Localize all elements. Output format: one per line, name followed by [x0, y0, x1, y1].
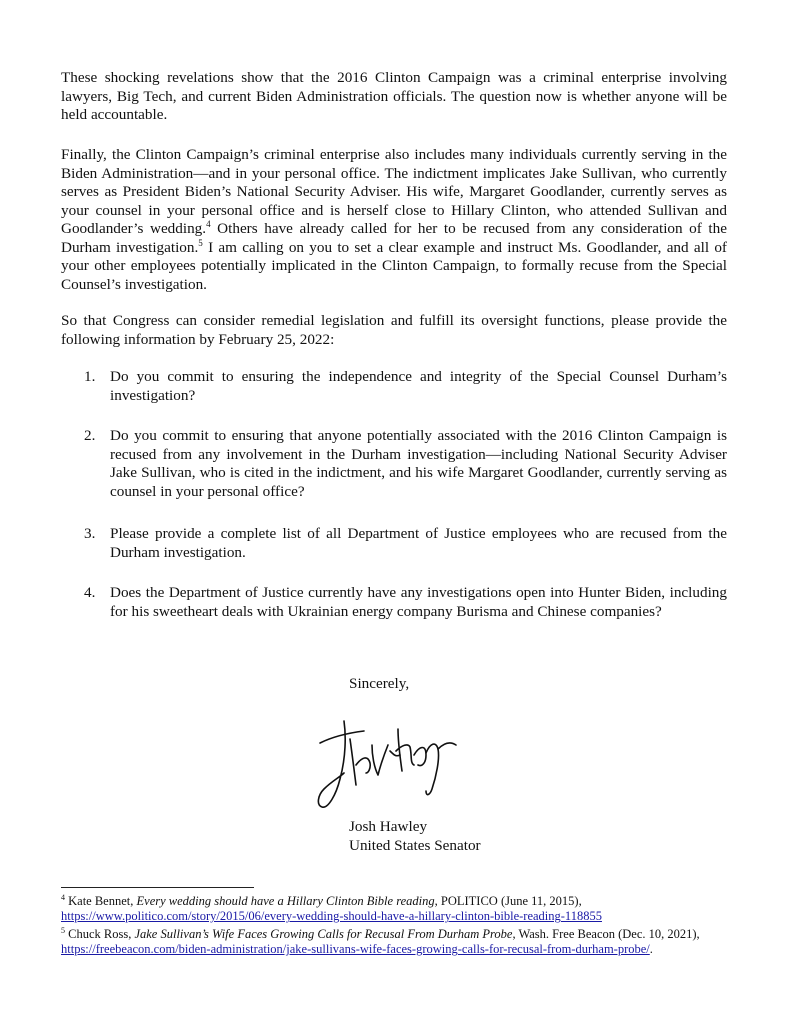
- list-number: 4.: [84, 584, 96, 601]
- list-number: 2.: [84, 427, 96, 444]
- footnote-5: [61, 927, 727, 958]
- footnote-divider: [61, 887, 254, 888]
- footnote-ref-5[interactable]: 5: [198, 237, 203, 248]
- signature-block: [349, 818, 481, 855]
- question-text: Do you commit to ensuring that anyone potentially associated with the 2016 Clinton Campaign is recused from any involvement in the Durham investigation—including National Security Adviser Jake Sullivan, who is cited in the indictment, and his wife Margaret Goodlander, currently serving as counsel in your personal office?: [110, 427, 727, 500]
- footnote-4: [61, 894, 727, 925]
- closing-salutation: Sincerely,: [349, 675, 410, 692]
- footnote-text: Chuck Ross,: [65, 927, 135, 941]
- footnote-mark: 4: [61, 892, 65, 902]
- list-number: 3.: [84, 525, 96, 542]
- handwritten-signature: [310, 715, 470, 815]
- question-text: Does the Department of Justice currently have any investigations open into Hunter Biden, including for his sweetheart deals with Ukrainian energy company Burisma and Chinese companies?: [110, 584, 727, 620]
- paragraph-accountability: These shocking revelations show that the 2016 Clinton Campaign was a criminal enterprise involving lawyers, Big Tech, and current Biden Administration officials. The question now is whether anyone will be held accountable.: [61, 69, 727, 123]
- paragraph-recusal-request: [61, 146, 727, 294]
- paragraph-text: I am calling on you to set a clear example and instruct Ms. Goodlander, and all of your other employees potentially implicated in the Clinton Campaign, to formally recuse from the Special Counsel’s investigation.: [61, 238, 727, 293]
- footnote-ref-4[interactable]: 4: [206, 218, 211, 229]
- footnote-link[interactable]: https://www.politico.com/story/2015/06/every-wedding-should-have-a-hillary-clinton-bible-reading-118855: [61, 909, 602, 924]
- paragraph-text: Others have already called for her to be recused from any consideration of the Durham investigation.: [61, 220, 727, 256]
- paragraph-text: Finally, the Clinton Campaign’s criminal enterprise also includes many individuals currently serving in the Biden Administration—and in your personal office. The indictment implicates Jake Sullivan, who currently serves as President Biden’s National Security Adviser. His wife, Margaret Goodlander, currently serves as your counsel in your personal office and is herself close to Hillary Clinton, who attended Sullivan and Goodlander’s wedding.: [61, 146, 727, 237]
- footnote-text: , Wash. Free Beacon (Dec. 10, 2021),: [512, 927, 700, 941]
- signer-name: Josh Hawley: [349, 818, 428, 835]
- footnote-article-title: Jake Sullivan’s Wife Faces Growing Calls for Recusal From Durham Probe: [134, 927, 513, 941]
- footnote-article-title: Every wedding should have a Hillary Clinton Bible reading: [136, 894, 435, 908]
- footnote-link[interactable]: https://freebeacon.com/biden-administration/jake-sullivans-wife-faces-growing-calls-for-recusal-from-durham-probe/: [61, 942, 650, 957]
- list-number: 1.: [84, 368, 96, 385]
- footnote-text: .: [649, 942, 653, 957]
- paragraph-information-request: So that Congress can consider remedial legislation and fulfill its oversight functions, please provide the following information by February 25, 2022:: [61, 312, 727, 348]
- footnote-mark: 5: [61, 925, 65, 935]
- question-text: Do you commit to ensuring the independence and integrity of the Special Counsel Durham’s investigation?: [110, 368, 727, 404]
- footnote-text: , POLITICO (June 11, 2015),: [434, 894, 582, 908]
- signer-title: United States Senator: [349, 836, 481, 854]
- question-text: Please provide a complete list of all Department of Justice employees who are recused from the Durham investigation.: [110, 525, 727, 561]
- footnote-text: Kate Bennet,: [65, 894, 137, 908]
